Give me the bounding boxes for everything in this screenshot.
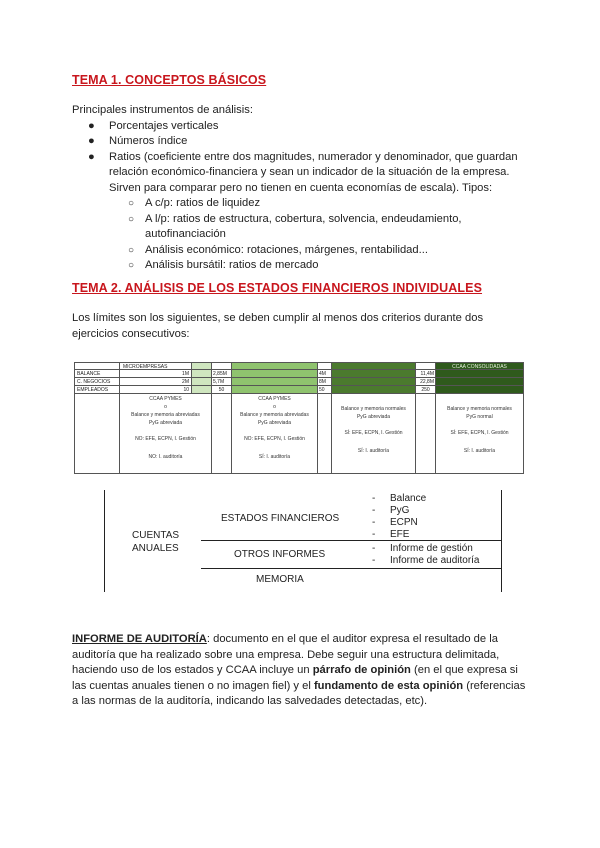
limits-table xyxy=(74,362,524,474)
tema2-title: TEMA 2. ANÁLISIS DE LOS ESTADOS FINANCIEROS INDIVIDUALES xyxy=(72,281,483,295)
cuentas-anuales-diagram: CUENTAS ANUALES ESTADOS FINANCIEROS OTROS INFORMES MEMORIA - Balance - PyG - ECPN - EFE - Informe de gestión - Informe de auditoría xyxy=(104,490,502,592)
memoria-label: MEMORIA xyxy=(256,574,304,585)
bullet-icon: ● xyxy=(88,135,95,147)
fundamento-opinion-bold: fundamento de esta opinión xyxy=(313,679,464,692)
tema1-title: TEMA 1. CONCEPTOS BÁSICOS xyxy=(72,73,267,87)
limits-row-empleados: EMPLEADOS 10 50 50 250 xyxy=(74,386,524,394)
informe-auditoria-paragraph: INFORME DE AUDITORÍA: documento en el que el auditor expresa el resultado de la auditoría que ha realizado sobre una empresa. Debe seguir una estructura delimitada, haciendo uso de los estados y CCAA incluye un párrafo de opinión (en el que expresa si las cuentas anuales tienen o no imagen fiel) y el fundamento de esta opinión (referencias a las normas de la auditoría, indicando las salvedades detectadas, etc). xyxy=(72,633,526,708)
header-ccaa-consolidadas: CCAA CONSOLIDADAS xyxy=(436,362,524,370)
circle-bullet-icon: ○ xyxy=(128,245,135,256)
limits-desc-medianas: Balance y memoria normales PyG abreviada SÍ: EFE, ECPN, I. Gestión SÍ: I. auditoría xyxy=(332,394,416,474)
circle-bullet-icon: ○ xyxy=(128,214,135,225)
limits-desc-pymes: CCAA PYMES o Balance y memoria abreviadas PyG abreviada NO: EFE, ECPN, I. Gestión SÍ: I. auditoría xyxy=(232,394,318,474)
limits-row-balance: BALANCE 1M 2,85M 4M 11,4M xyxy=(74,370,524,378)
bullet-icon: ● xyxy=(88,120,95,132)
bullet-icon: ● xyxy=(88,151,95,163)
header-microempresas: MICROEMPRESAS xyxy=(120,362,192,370)
circle-bullet-icon: ○ xyxy=(128,198,135,209)
circle-bullet-icon: ○ xyxy=(128,260,135,271)
tema1-intro: Principales instrumentos de análisis: xyxy=(72,104,253,116)
limits-header-row xyxy=(74,362,524,370)
informe-term: INFORME DE AUDITORÍA xyxy=(72,633,207,645)
estados-financieros-label: ESTADOS FINANCIEROS xyxy=(221,513,340,524)
document-page: TEMA 1. CONCEPTOS BÁSICOS Principales instrumentos de análisis: ● Porcentajes verticales ● Números índice ● Ratios (coeficiente entre dos magnitudes, numerador y denominador, que guardan relación económico-financiera y sean un indicador de la situación de la empresa. Sirven para comparar pero no tienen en cuenta economías de escala). Tipos: ○ A c/p: ratios de liquidez ○ A l/p: ratios de estructura, cobertura, solvencia, endeudamiento, autofinanciación ○ Análisis económico: rotaciones, márgenes, rentabilidad... ○ Análisis bursátil: ratios de mercado TEMA 2. ANÁLISIS DE LOS ESTADOS FINANCIEROS INDIVIDUALES Los límites son los siguientes, se deben cumplir al menos dos criterios durante dos ejercicios consecutivos: MICROEMPRESAS CCAA CONSOLIDADAS BALANCE 1M 2,85M 4M 11,4M C. NEGOCIOS 2M 5,7M 8M 22,8M EMPLEADOS 10 50 50 250 CCAA PYMES o Balance y memoria abreviadas PyG abreviada NO: EFE, ECPN, I. Gestión NO: I. auditoría CCAA PYMES o Balance y memoria abreviadas PyG abreviada NO: EFE, ECPN, I. Gestión SÍ: I. auditoría Balance y memoria normales PyG abreviada SÍ: EFE, ECPN, I. Gestión SÍ: I. auditoría Balance y memoria normales PyG normal SÍ: EFE, ECPN, I. Gestión SÍ: I. auditoría CUENTAS ANUALES ESTADOS FINANCIEROS OTROS INFORMES MEMORIA - Balance - PyG - ECPN - EFE - Informe de gestión - Informe de auditoría INFORME DE AUDITORÍA: documento en el que el auditor expresa el resultado de la auditoría que ha realizado sobre una empresa. Debe seguir una estructura delimitada, haciendo uso de los estados y CCAA incluye un párrafo de opinión (en el que expresa si las cuentas anuales tienen o no imagen fiel) y el fundamento de esta opinión (referencias a las normas de la auditoría, indicando las salvedades detectadas, etc). xyxy=(0,0,600,848)
otros-informes-label: OTROS INFORMES xyxy=(234,549,326,560)
limits-row-negocios: C. NEGOCIOS 2M 5,7M 8M 22,8M xyxy=(74,378,524,386)
tema2-intro-line1: Los límites son los siguientes, se deben cumplir al menos dos criterios durante dos xyxy=(72,312,484,324)
cuentas-label-l1: CUENTAS xyxy=(132,530,180,541)
tema2-intro-line2: ejercicios consecutivos: xyxy=(72,328,190,340)
cuentas-label-l2: ANUALES xyxy=(132,543,179,554)
parrafo-opinion-bold: párrafo de opinión xyxy=(312,664,411,677)
limits-desc-micro: CCAA PYMES o Balance y memoria abreviadas PyG abreviada NO: EFE, ECPN, I. Gestión NO: I. auditoría xyxy=(120,394,212,474)
limits-desc-grandes: Balance y memoria normales PyG normal SÍ: EFE, ECPN, I. Gestión SÍ: I. auditoría xyxy=(436,394,524,474)
